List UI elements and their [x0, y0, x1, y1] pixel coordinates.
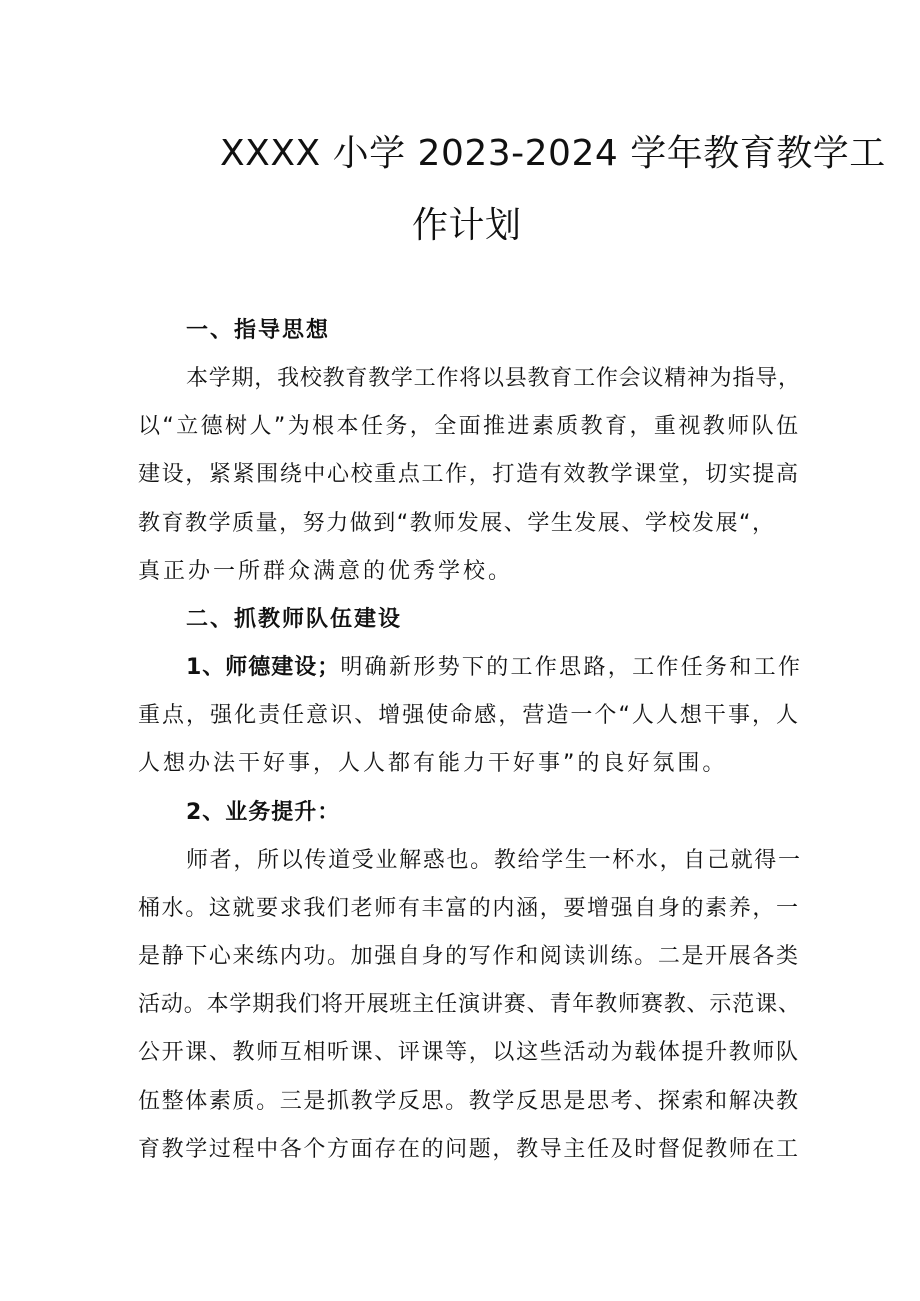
section-1-line: 以“立德树人”为根本任务，全面推进素质教育，重视教师队伍	[138, 414, 798, 439]
section-2-heading: 二、抓教师队伍建设	[186, 607, 403, 632]
item-1-text: 明确新形势下的工作思路，工作任务和工作	[340, 655, 800, 680]
section-2-item-2-line: 师者，所以传道受业解惑也。教给学生一杯水，自己就得一	[186, 848, 800, 873]
section-2-item-2-line: 育教学过程中各个方面存在的问题，教导主任及时督促教师在工	[138, 1137, 798, 1162]
section-1-line: 建设，紧紧围绕中心校重点工作，打造有效教学课堂，切实提高	[138, 462, 798, 487]
section-2-item-2-line: 是静下心来练内功。加强自身的写作和阅读训练。二是开展各类	[138, 944, 798, 969]
item-2-label	[186, 802, 340, 824]
section-1-line: 真正办一所群众满意的优秀学校。	[138, 559, 514, 584]
item-1-label: 1、师德建设；	[186, 655, 341, 680]
section-2-item-2-line: 公开课、教师互相听课、评课等，以这些活动为载体提升教师队	[138, 1040, 798, 1065]
section-1-heading: 一、指导思想	[186, 318, 331, 343]
section-2-item-2-line: 伍整体素质。三是抓教学反思。教学反思是思考、探索和解决教	[138, 1089, 798, 1114]
document-title-line-2: 作计划	[412, 205, 522, 246]
section-1-line: 本学期，我校教育教学工作将以县教育工作会议精神为指导，	[186, 366, 800, 391]
item-2-label-text: 2、业务提升：	[186, 800, 341, 825]
section-2-item-1-line	[186, 657, 800, 679]
document-title-line-1: XXXX 小学 2023-2024 学年教育教学工	[220, 133, 886, 174]
section-2-item-1-line: 重点，强化责任意识、增强使命感，营造一个“人人想干事，人	[138, 703, 798, 728]
section-1-line: 教育教学质量，努力做到“教师发展、学生发展、学校发展“，	[138, 511, 774, 536]
section-2-item-1-line: 人想办法干好事，人人都有能力干好事”的良好氛围。	[138, 751, 728, 776]
section-2-item-2-line: 桶水。这就要求我们老师有丰富的内涵，要增强自身的素养，一	[138, 896, 798, 921]
section-2-item-2-line: 活动。本学期我们将开展班主任演讲赛、青年教师赛教、示范课、	[138, 992, 800, 1017]
